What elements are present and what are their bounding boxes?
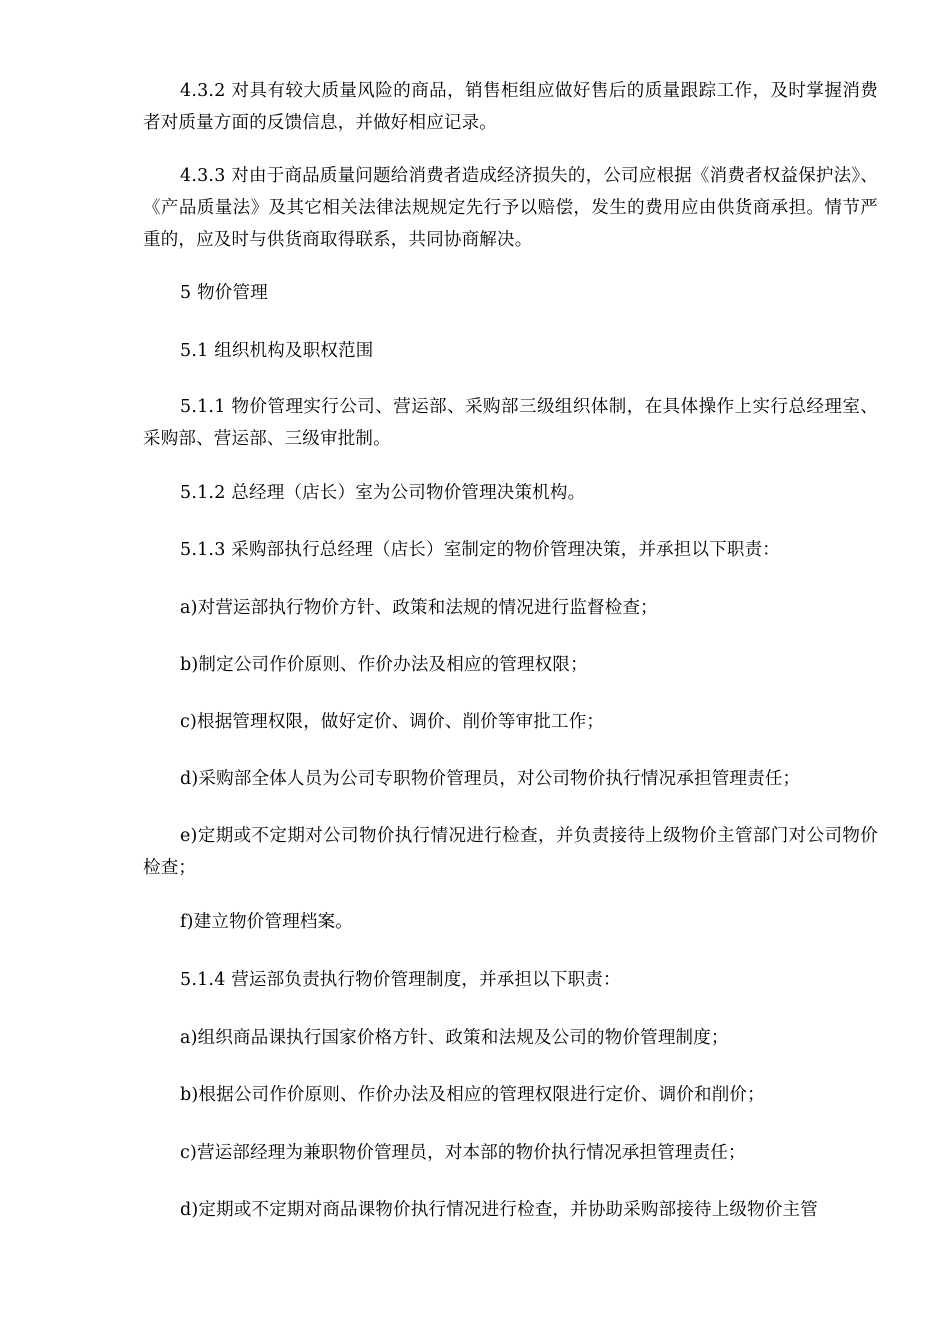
clause-5-1-2: 5.1.2 总经理（店长）室为公司物价管理决策机构。 (180, 483, 586, 503)
list-item-5-1-3-c: c)根据管理权限，做好定价、调价、削价等审批工作； (180, 712, 605, 732)
clause-4-3-3: 4.3.3 对由于商品质量问题给消费者造成经济损失的，公司应根据《消费者权益保护法》、《产品质量法》及其它相关法律法规规定先行予以赔偿，发生的费用应由供货商承担。情节严重的，应及时与供货商取得联系，共同协商解决。 (143, 166, 878, 250)
list-item-5-1-4-a: a)组织商品课执行国家价格方针、政策和法规及公司的物价管理制度； (180, 1028, 729, 1048)
list-item-5-1-4-b: b)根据公司作价原则、作价办法及相应的管理权限进行定价、调价和削价； (180, 1085, 765, 1105)
list-item-5-1-3-d: d)采购部全体人员为公司专职物价管理员，对公司物价执行情况承担管理责任； (180, 769, 801, 789)
list-item-5-1-4-d: d)定期或不定期对商品课物价执行情况进行检查，并协助采购部接待上级物价主管 (180, 1200, 818, 1220)
list-item-5-1-3-b: b)制定公司作价原则、作价办法及相应的管理权限； (180, 655, 588, 675)
section-5-1-heading: 5.1 组织机构及职权范围 (180, 341, 374, 361)
clause-5-1-3: 5.1.3 采购部执行总经理（店长）室制定的物价管理决策，并承担以下职责： (180, 540, 780, 560)
list-item-5-1-4-c: c)营运部经理为兼职物价管理员，对本部的物价执行情况承担管理责任； (180, 1143, 746, 1163)
clause-5-1-4: 5.1.4 营运部负责执行物价管理制度，并承担以下职责： (180, 970, 621, 990)
list-item-5-1-3-e: e)定期或不定期对公司物价执行情况进行检查，并负责接待上级物价主管部门对公司物价检查； (143, 826, 878, 878)
clause-4-3-2: 4.3.2 对具有较大质量风险的商品，销售柜组应做好售后的质量跟踪工作，及时掌握消费者对质量方面的反馈信息，并做好相应记录。 (143, 81, 878, 133)
clause-5-1-1: 5.1.1 物价管理实行公司、营运部、采购部三级组织体制，在具体操作上实行总经理室、采购部、营运部、三级审批制。 (143, 397, 878, 449)
list-item-5-1-3-f: f)建立物价管理档案。 (180, 912, 354, 932)
section-5-heading: 5 物价管理 (180, 283, 268, 303)
list-item-5-1-3-a: a)对营运部执行物价方针、政策和法规的情况进行监督检查； (180, 598, 658, 618)
